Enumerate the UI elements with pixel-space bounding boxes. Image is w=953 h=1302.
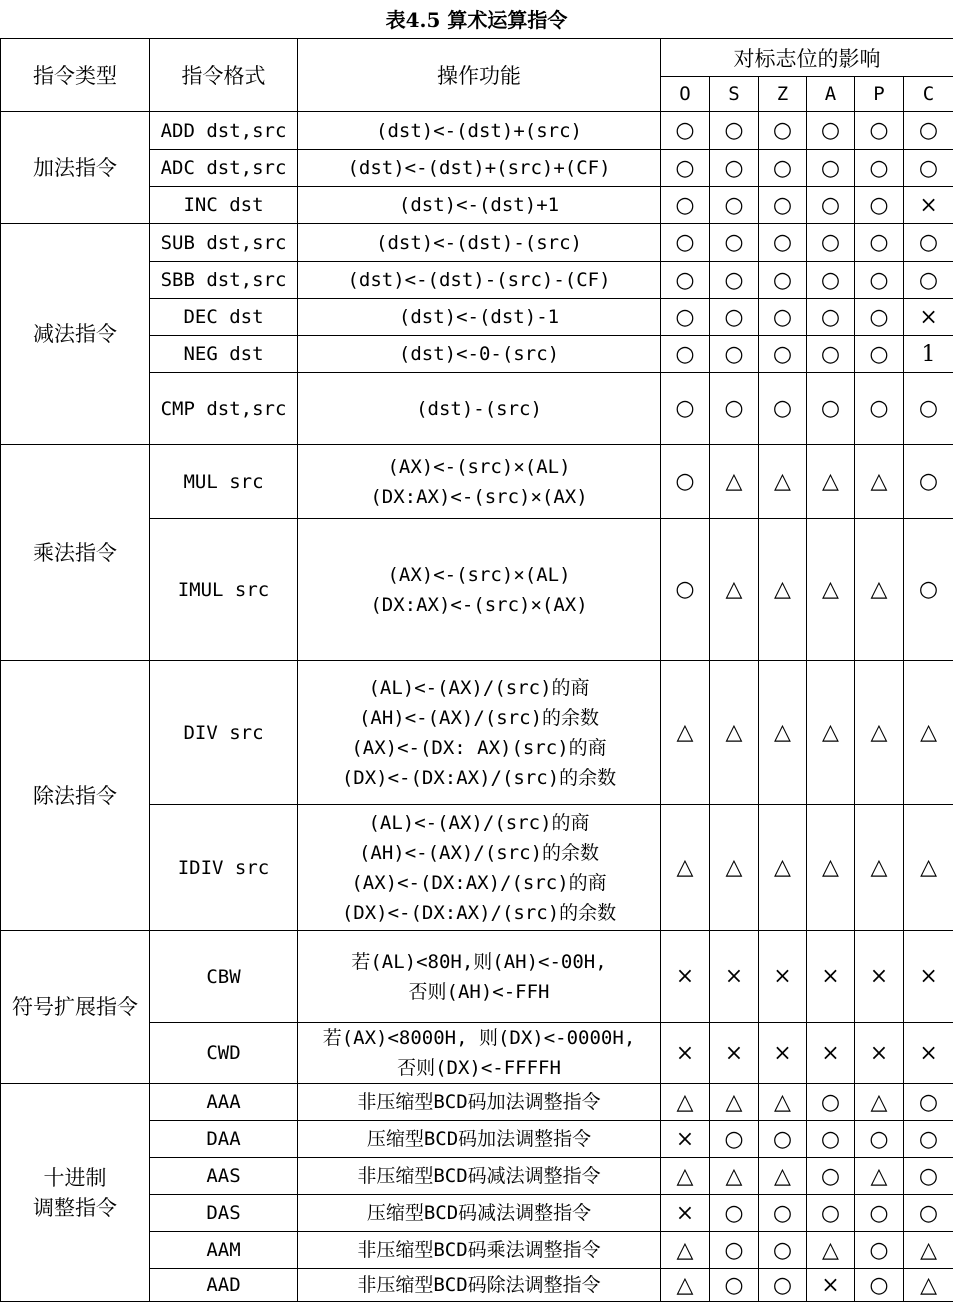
table-row — [1, 445, 953, 519]
flag-cell-o: ○ — [661, 262, 710, 299]
flag-cell-s: × — [710, 931, 759, 1023]
operation-line: 否则(DX)<-FFFFH — [298, 1053, 660, 1083]
flag-cell-a: ○ — [807, 187, 855, 224]
flag-cell-p: △ — [855, 445, 904, 519]
flag-cell-c: ○ — [904, 373, 953, 445]
operation-line: 若(AX)<8000H, 则(DX)<-0000H, — [298, 1023, 660, 1053]
operation-function — [298, 112, 661, 150]
flag-cell-c: ○ — [904, 1121, 953, 1158]
flag-cell-o: ○ — [661, 187, 710, 224]
instruction-format: SUB dst,src — [150, 224, 298, 262]
instruction-format: IDIV src — [150, 805, 298, 931]
flag-cell-c: △ — [904, 1269, 953, 1302]
operation-line: (DX)<-(DX:AX)/(src)的余数 — [298, 763, 660, 793]
flag-cell-a: △ — [807, 661, 855, 805]
flag-cell-a: ○ — [807, 1121, 855, 1158]
flag-cell-s: ○ — [710, 187, 759, 224]
flag-cell-z: △ — [759, 1084, 807, 1121]
operation-line: (dst)<-(dst)+1 — [298, 190, 660, 220]
flag-cell-z: × — [759, 931, 807, 1023]
operation-line: 压缩型BCD码加法调整指令 — [298, 1124, 660, 1154]
header-row-1 — [1, 39, 953, 77]
flag-cell-a: ○ — [807, 224, 855, 262]
flag-cell-z: ○ — [759, 224, 807, 262]
flag-cell-p: ○ — [855, 187, 904, 224]
instruction-format: INC dst — [150, 187, 298, 224]
flag-cell-s: △ — [710, 1084, 759, 1121]
operation-function — [298, 187, 661, 224]
flag-cell-p: ○ — [855, 1195, 904, 1232]
flag-cell-s: ○ — [710, 224, 759, 262]
flag-cell-c: × — [904, 299, 953, 336]
instruction-format: ADD dst,src — [150, 112, 298, 150]
instruction-format: CBW — [150, 931, 298, 1023]
operation-line: (AX)<-(DX:AX)/(src)的商 — [298, 868, 660, 898]
flag-cell-s: × — [710, 1023, 759, 1084]
flag-cell-a: ○ — [807, 373, 855, 445]
operation-line: 非压缩型BCD码乘法调整指令 — [298, 1235, 660, 1265]
flag-cell-o: ○ — [661, 519, 710, 661]
instruction-format: DIV src — [150, 661, 298, 805]
flag-cell-o: △ — [661, 1158, 710, 1195]
operation-function — [298, 373, 661, 445]
instruction-format: SBB dst,src — [150, 262, 298, 299]
flag-cell-c: ○ — [904, 262, 953, 299]
flag-cell-p: △ — [855, 805, 904, 931]
table-row — [1, 931, 953, 1023]
category-label: 十进制 — [1, 1163, 149, 1193]
operation-line: (AL)<-(AX)/(src)的商 — [298, 673, 660, 703]
flag-cell-s: ○ — [710, 373, 759, 445]
table-caption: 表4.5 算术运算指令 — [0, 0, 953, 38]
instruction-format: DAA — [150, 1121, 298, 1158]
flag-cell-c: × — [904, 187, 953, 224]
category-cell — [1, 931, 150, 1084]
flag-cell-c: ○ — [904, 519, 953, 661]
flag-cell-o: × — [661, 1121, 710, 1158]
flag-cell-o: ○ — [661, 224, 710, 262]
flag-cell-o: ○ — [661, 445, 710, 519]
flag-cell-a: × — [807, 931, 855, 1023]
flag-cell-p: × — [855, 931, 904, 1023]
flag-cell-a: × — [807, 1269, 855, 1302]
flag-cell-a: ○ — [807, 1158, 855, 1195]
flag-cell-a: △ — [807, 519, 855, 661]
flag-cell-o: ○ — [661, 112, 710, 150]
operation-function — [298, 931, 661, 1023]
flag-cell-c: × — [904, 931, 953, 1023]
flag-header-a: A — [807, 77, 855, 112]
category-label: 调整指令 — [1, 1193, 149, 1223]
arithmetic-instruction-table — [0, 38, 953, 1302]
category-label: 加法指令 — [1, 153, 149, 183]
operation-function — [298, 1232, 661, 1269]
operation-line: 非压缩型BCD码减法调整指令 — [298, 1161, 660, 1191]
operation-function — [298, 1121, 661, 1158]
operation-line: 否则(AH)<-FFH — [298, 977, 660, 1007]
category-cell — [1, 661, 150, 931]
flag-cell-c: ○ — [904, 150, 953, 187]
operation-line: 非压缩型BCD码除法调整指令 — [298, 1270, 660, 1300]
flag-cell-a: △ — [807, 805, 855, 931]
operation-function — [298, 1269, 661, 1302]
flag-cell-p: ○ — [855, 336, 904, 373]
flag-header-z: Z — [759, 77, 807, 112]
flag-cell-p: △ — [855, 1084, 904, 1121]
flag-cell-s: △ — [710, 519, 759, 661]
flag-cell-c: ○ — [904, 112, 953, 150]
flag-cell-p: △ — [855, 1158, 904, 1195]
category-label: 除法指令 — [1, 781, 149, 811]
operation-line: (dst)<-(dst)-(src)-(CF) — [298, 265, 660, 295]
flag-cell-c: × — [904, 1023, 953, 1084]
operation-function — [298, 262, 661, 299]
flag-cell-a: ○ — [807, 1084, 855, 1121]
table-row — [1, 661, 953, 805]
instruction-format: CMP dst,src — [150, 373, 298, 445]
flag-cell-s: ○ — [710, 1232, 759, 1269]
flag-cell-c: ○ — [904, 1195, 953, 1232]
operation-function — [298, 1195, 661, 1232]
flag-cell-p: × — [855, 1023, 904, 1084]
operation-line: (dst)-(src) — [298, 394, 660, 424]
operation-line: (dst)<-(dst)-1 — [298, 302, 660, 332]
flag-cell-o: ○ — [661, 373, 710, 445]
table-row — [1, 224, 953, 262]
flag-cell-s: ○ — [710, 262, 759, 299]
flag-cell-c: △ — [904, 805, 953, 931]
operation-function — [298, 519, 661, 661]
flag-cell-a: ○ — [807, 150, 855, 187]
category-cell — [1, 445, 150, 661]
operation-line: (DX)<-(DX:AX)/(src)的余数 — [298, 898, 660, 928]
instruction-format: IMUL src — [150, 519, 298, 661]
header-format: 指令格式 — [150, 39, 298, 112]
instruction-format: DAS — [150, 1195, 298, 1232]
operation-function — [298, 299, 661, 336]
flag-cell-c: ○ — [904, 1158, 953, 1195]
operation-line: (DX:AX)<-(src)×(AX) — [298, 590, 660, 620]
flag-cell-z: ○ — [759, 1195, 807, 1232]
flag-cell-o: △ — [661, 1232, 710, 1269]
flag-cell-z: △ — [759, 519, 807, 661]
header-flags-title: 对标志位的影响 — [661, 39, 953, 77]
flag-cell-z: △ — [759, 661, 807, 805]
operation-function — [298, 224, 661, 262]
operation-function — [298, 445, 661, 519]
operation-function — [298, 1158, 661, 1195]
flag-cell-a: △ — [807, 445, 855, 519]
flag-cell-p: ○ — [855, 150, 904, 187]
operation-line: (AH)<-(AX)/(src)的余数 — [298, 703, 660, 733]
flag-cell-z: △ — [759, 445, 807, 519]
table-row — [1, 112, 953, 150]
flag-cell-p: ○ — [855, 373, 904, 445]
instruction-format: CWD — [150, 1023, 298, 1084]
flag-cell-c: ○ — [904, 224, 953, 262]
operation-line: (AX)<-(DX: AX)(src)的商 — [298, 733, 660, 763]
instruction-format: AAM — [150, 1232, 298, 1269]
flag-cell-z: ○ — [759, 150, 807, 187]
flag-cell-p: ○ — [855, 1232, 904, 1269]
operation-line: (dst)<-(dst)+(src) — [298, 116, 660, 146]
flag-cell-z: ○ — [759, 112, 807, 150]
category-label: 乘法指令 — [1, 538, 149, 568]
flag-cell-s: ○ — [710, 1269, 759, 1302]
category-cell — [1, 1084, 150, 1302]
instruction-format: AAD — [150, 1269, 298, 1302]
operation-function — [298, 661, 661, 805]
flag-header-p: P — [855, 77, 904, 112]
header-function: 操作功能 — [298, 39, 661, 112]
operation-line: (DX:AX)<-(src)×(AX) — [298, 482, 660, 512]
operation-line: 压缩型BCD码减法调整指令 — [298, 1198, 660, 1228]
flag-cell-p: ○ — [855, 1121, 904, 1158]
flag-cell-o: △ — [661, 1084, 710, 1121]
flag-cell-s: ○ — [710, 1195, 759, 1232]
operation-line: (dst)<-(dst)+(src)+(CF) — [298, 153, 660, 183]
flag-cell-s: ○ — [710, 336, 759, 373]
flag-cell-a: ○ — [807, 1195, 855, 1232]
flag-cell-s: △ — [710, 661, 759, 805]
flag-cell-a: ○ — [807, 336, 855, 373]
flag-cell-p: △ — [855, 519, 904, 661]
flag-cell-o: △ — [661, 1269, 710, 1302]
operation-function — [298, 1084, 661, 1121]
instruction-format: NEG dst — [150, 336, 298, 373]
operation-function — [298, 150, 661, 187]
flag-cell-o: △ — [661, 805, 710, 931]
flag-cell-z: ○ — [759, 187, 807, 224]
flag-cell-z: △ — [759, 805, 807, 931]
flag-cell-z: △ — [759, 1158, 807, 1195]
instruction-format: AAA — [150, 1084, 298, 1121]
operation-line: (AX)<-(src)×(AL) — [298, 452, 660, 482]
flag-cell-z: ○ — [759, 1269, 807, 1302]
flag-cell-o: ○ — [661, 150, 710, 187]
operation-line: (AH)<-(AX)/(src)的余数 — [298, 838, 660, 868]
flag-cell-c: ○ — [904, 445, 953, 519]
flag-cell-a: △ — [807, 1232, 855, 1269]
header-type: 指令类型 — [1, 39, 150, 112]
operation-line: (AL)<-(AX)/(src)的商 — [298, 808, 660, 838]
flag-cell-p: ○ — [855, 112, 904, 150]
flag-cell-z: ○ — [759, 1121, 807, 1158]
flag-cell-a: × — [807, 1023, 855, 1084]
flag-header-o: O — [661, 77, 710, 112]
flag-cell-a: ○ — [807, 262, 855, 299]
flag-cell-o: × — [661, 931, 710, 1023]
table-row — [1, 1084, 953, 1121]
flag-cell-s: ○ — [710, 299, 759, 336]
flag-header-c: C — [904, 77, 953, 112]
operation-function — [298, 336, 661, 373]
operation-line: (dst)<-0-(src) — [298, 339, 660, 369]
flag-cell-z: ○ — [759, 262, 807, 299]
flag-cell-z: ○ — [759, 1232, 807, 1269]
flag-cell-p: ○ — [855, 262, 904, 299]
category-cell — [1, 224, 150, 445]
flag-cell-s: ○ — [710, 1121, 759, 1158]
flag-cell-z: ○ — [759, 336, 807, 373]
operation-function — [298, 1023, 661, 1084]
category-label: 减法指令 — [1, 319, 149, 349]
category-label: 符号扩展指令 — [1, 992, 149, 1022]
operation-line: 非压缩型BCD码加法调整指令 — [298, 1087, 660, 1117]
flag-cell-c: ○ — [904, 1084, 953, 1121]
flag-cell-z: × — [759, 1023, 807, 1084]
flag-cell-p: ○ — [855, 224, 904, 262]
flag-cell-o: ○ — [661, 336, 710, 373]
flag-cell-c: △ — [904, 661, 953, 805]
operation-line: 若(AL)<80H,则(AH)<-00H, — [298, 947, 660, 977]
flag-cell-s: △ — [710, 445, 759, 519]
flag-cell-c: 1 — [904, 336, 953, 373]
flag-cell-p: ○ — [855, 1269, 904, 1302]
category-cell — [1, 112, 150, 224]
flag-cell-p: ○ — [855, 299, 904, 336]
operation-line: (AX)<-(src)×(AL) — [298, 560, 660, 590]
operation-line: (dst)<-(dst)-(src) — [298, 228, 660, 258]
operation-function — [298, 805, 661, 931]
instruction-format: MUL src — [150, 445, 298, 519]
instruction-format: AAS — [150, 1158, 298, 1195]
instruction-format: DEC dst — [150, 299, 298, 336]
flag-cell-z: ○ — [759, 299, 807, 336]
flag-cell-o: △ — [661, 661, 710, 805]
flag-cell-a: ○ — [807, 112, 855, 150]
flag-cell-s: △ — [710, 805, 759, 931]
flag-header-s: S — [710, 77, 759, 112]
flag-cell-o: × — [661, 1195, 710, 1232]
flag-cell-o: × — [661, 1023, 710, 1084]
flag-cell-s: ○ — [710, 112, 759, 150]
flag-cell-p: △ — [855, 661, 904, 805]
instruction-format: ADC dst,src — [150, 150, 298, 187]
flag-cell-s: ○ — [710, 150, 759, 187]
flag-cell-a: ○ — [807, 299, 855, 336]
flag-cell-z: ○ — [759, 373, 807, 445]
flag-cell-c: △ — [904, 1232, 953, 1269]
flag-cell-s: △ — [710, 1158, 759, 1195]
flag-cell-o: ○ — [661, 299, 710, 336]
